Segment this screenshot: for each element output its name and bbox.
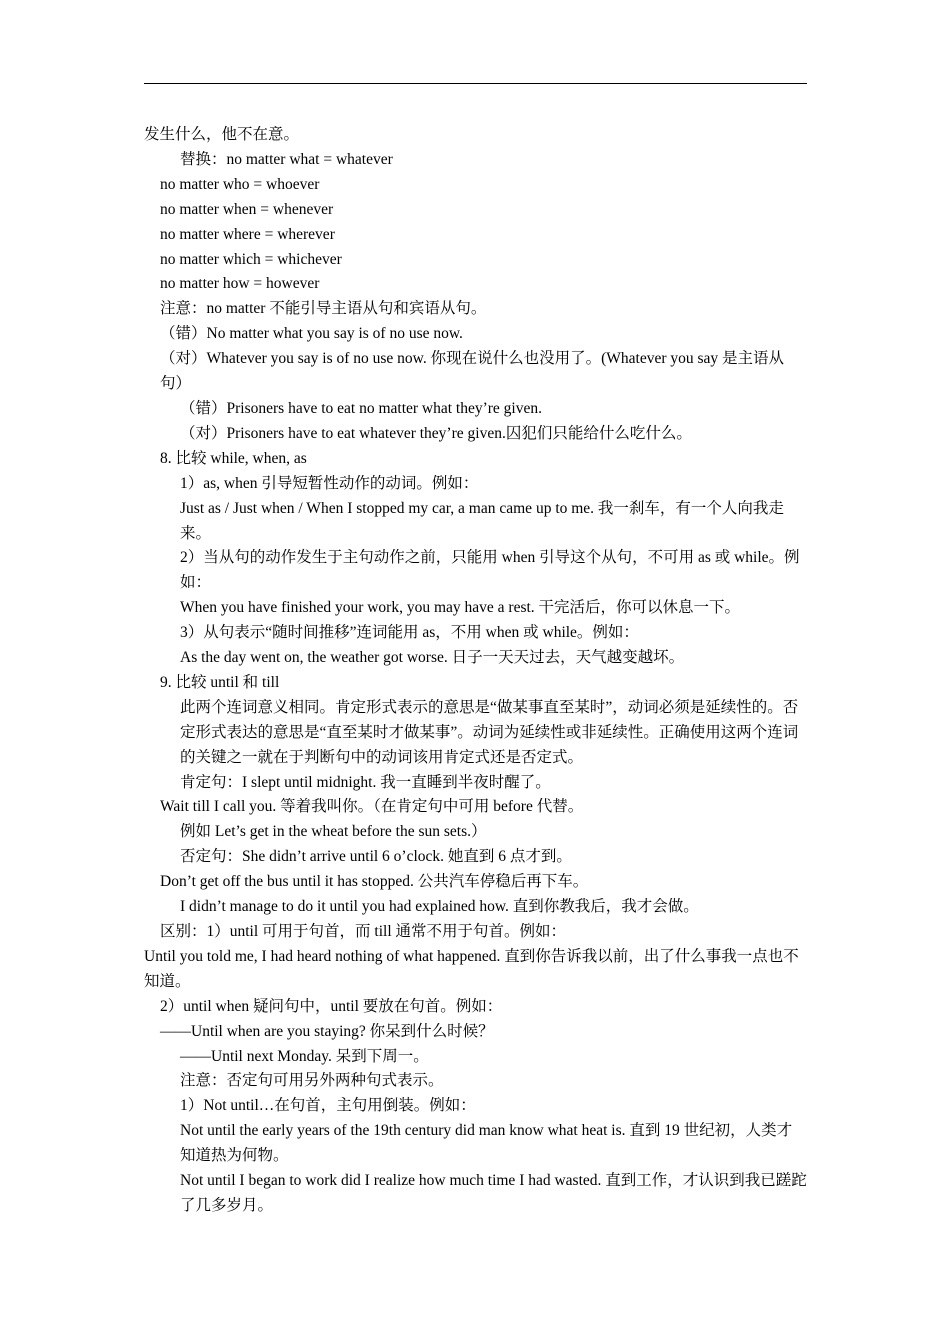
text-line: 例如 Let’s get in the wheat before the sun sets.）	[180, 823, 487, 841]
text-line: no matter when = whenever	[160, 200, 334, 218]
text-line: Wait till I call you. 等着我叫你。（在肯定句中可用 before 代替。	[160, 798, 584, 816]
text-line: no matter who = whoever	[160, 175, 320, 193]
header-rule	[144, 83, 807, 84]
text-line: ——Until when are you staying? 你呆到什么时候？	[160, 1022, 494, 1040]
text-paragraph: Until you told me, I had heard nothing of what happened. 直到你告诉我以前，出了什么事我一点也不知道。	[144, 947, 799, 990]
text-line: no matter which = whichever	[160, 250, 342, 268]
text-line: ——Until next Monday. 呆到下周一。	[180, 1047, 429, 1065]
document-body	[144, 123, 807, 1219]
text-line: 1）Not until…在句首，主句用倒装。例如：	[180, 1097, 476, 1115]
text-paragraph: 2）当从句的动作发生于主句动作之前，只能用 when 引导这个从句，不可用 as 或 while。例如：	[180, 549, 800, 592]
text-line: no matter how = however	[160, 275, 320, 293]
section-heading: 8. 比较 while, when, as	[160, 449, 307, 467]
text-paragraph: Not until I began to work did I realize how much time I had wasted. 直到工作，才认识到我已蹉跎了几多岁月。	[180, 1172, 807, 1214]
text-line: 否定句：She didn’t arrive until 6 o’clock. 她直到 6 点才到。	[180, 848, 572, 866]
text-line: When you have finished your work, you may have a rest. 干完活后，你可以休息一下。	[180, 599, 741, 617]
text-line: 发生什么，他不在意。	[144, 126, 300, 143]
text-paragraph: Not until the early years of the 19th century did man know what heat is. 直到 19 世纪初，人类才知道热为何物。	[180, 1122, 793, 1165]
text-line: 3）从句表示“随时间推移”连词能用 as，不用 when 或 while。例如：	[180, 624, 639, 642]
text-line: （对）Prisoners have to eat whatever they’re given.囚犯们只能给什么吃什么。	[180, 424, 692, 442]
text-paragraph: Just as / Just when / When I stopped my car, a man came up to me. 我一刹车，有一个人向我走来。	[180, 499, 784, 542]
text-line: no matter where = wherever	[160, 225, 335, 243]
text-line: 肯定句：I slept until midnight. 我一直睡到半夜时醒了。	[180, 773, 551, 791]
text-paragraph: （对）Whatever you say is of no use now. 你现在说什么也没用了。(Whatever you say 是主语从句）	[160, 350, 785, 393]
text-paragraph: 此两个连词意义相同。肯定形式表示的意思是“做某事直至某时”，动词必须是延续性的。否定形式表达的意思是“直至某时才做某事”。动词为延续性或非延续性。正确使用这两个连词的关键之一就在于判断句中的动词该用肯定式还是否定式。	[180, 698, 799, 766]
text-line: 区别：1）until 可用于句首，而 till 通常不用于句首。例如：	[160, 923, 567, 940]
text-line: （错）No matter what you say is of no use now.	[160, 325, 463, 343]
text-line: （错）Prisoners have to eat no matter what they’re given.	[180, 399, 542, 417]
text-line: 注意：no matter 不能引导主语从句和宾语从句。	[160, 300, 487, 318]
text-line: As the day went on, the weather got worse. 日子一天天过去，天气越变越坏。	[180, 649, 685, 667]
text-line: 注意：否定句可用另外两种句式表示。	[180, 1072, 444, 1090]
text-line: I didn’t manage to do it until you had explained how. 直到你教我后，我才会做。	[180, 898, 699, 916]
text-line: 2）until when 疑问句中，until 要放在句首。例如：	[160, 997, 503, 1015]
section-heading: 9. 比较 until 和 till	[160, 673, 280, 691]
text-line: Don’t get off the bus until it has stopped. 公共汽车停稳后再下车。	[160, 873, 589, 891]
text-line: 1）as, when 引导短暂性动作的动词。例如：	[180, 474, 479, 492]
text-line: 替换：no matter what = whatever	[180, 150, 393, 168]
